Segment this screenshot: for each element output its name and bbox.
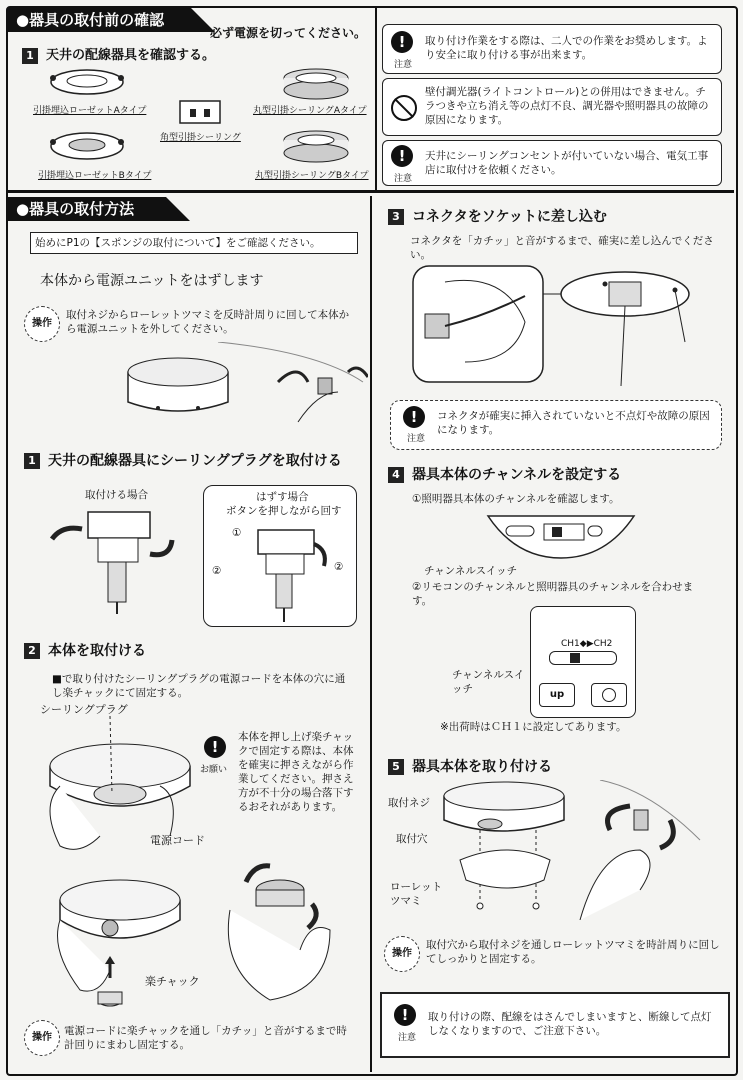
operation-badge: 操作: [24, 306, 60, 342]
step-number: 3: [388, 209, 404, 225]
up-button[interactable]: [539, 683, 575, 707]
request-text: 本体を押し上げ楽チャックで固定する際は、本体を確実に押さえながら作業してください。押さえ方が不十分の場合落下するおそれがあります。: [238, 731, 354, 813]
divider-top: [7, 190, 734, 193]
knob-label: ローレットツマミ: [390, 881, 443, 907]
intro-box: [30, 232, 358, 254]
note-text: 壁付調光器(ライトコントロール)との併用はできません。チラつきや立ち消え等の点灯不良、調光器や照明器具の故障の原因になります。: [425, 86, 709, 126]
step-title: 天井の配線器具にシーリングプラグを取付ける: [48, 453, 342, 469]
step4-a-text: ①照明器具本体のチャンネルを確認します。: [412, 493, 620, 505]
caution-label: 注意: [394, 60, 413, 70]
step-circle-2: ②: [212, 565, 222, 577]
caution-connector-box: [390, 400, 722, 450]
rosette-a-icon: [45, 66, 130, 98]
note-two-person: [382, 24, 722, 74]
note-text: 天井にシーリングコンセントが付いていない場合、電気工事店に取付けを依頼ください。: [425, 150, 709, 176]
step3-connector-heading: [388, 206, 607, 226]
plug-attach-illustration: [50, 504, 180, 614]
caution-text: 取り付けの際、配線をはさんでしまいますと、断線して点灯しなくなりますので、ご注意下さい。: [428, 1011, 712, 1037]
factory-note: ※出荷時はＣＨ１に設定してあります。: [440, 721, 627, 733]
up-label: up: [549, 689, 565, 700]
power-off-warning: 必ず電源を切ってください。: [210, 26, 367, 40]
chuck-fix-illustration: [50, 860, 350, 1020]
step-circle-1: ①: [232, 527, 242, 539]
exclamation-icon: !: [403, 406, 425, 428]
caution-label: 注意: [394, 174, 413, 184]
attach-label: 取付ける場合: [85, 489, 148, 501]
remove-unit-text: 取付ネジからローレットツマミを反時計周りに回して本体から電源ユニットを外してください。: [66, 309, 350, 335]
remote-switch-label: チャンネルスイッチ: [452, 669, 525, 695]
detach-label: はずす場合: [256, 491, 309, 503]
mount-illustration: [440, 780, 710, 920]
chuck-label: 楽チャック: [145, 975, 200, 988]
detach-box: [203, 485, 357, 627]
step-circle-2b: ②: [334, 561, 344, 573]
step-title: 天井の配線器具を確認する。: [46, 48, 216, 63]
round-ceiling-a-label: 丸型引掛シーリングAタイプ: [253, 106, 367, 116]
step1-check-heading: [22, 44, 215, 64]
rosette-b-label: 引掛埋込ローゼットBタイプ: [38, 171, 152, 181]
square-ceiling-icon: [176, 97, 224, 127]
remote-control: [530, 606, 636, 718]
caution-label: 注意: [407, 434, 426, 444]
screw-label: 取付ネジ: [388, 797, 430, 809]
divider-middle: [370, 196, 372, 1072]
step-number: 4: [388, 467, 404, 483]
section-title-preinstall: ●器具の取付前の確認: [8, 8, 191, 32]
divider-left-top: [375, 8, 377, 190]
operation-badge: 操作: [24, 1020, 60, 1056]
exclamation-icon: !: [204, 736, 226, 758]
caution-wiring-box: [380, 992, 730, 1058]
remote-channel-switch[interactable]: [549, 651, 617, 665]
step-title: コネクタをソケットに差し込む: [412, 209, 607, 225]
rosette-a-label: 引掛埋込ローゼットAタイプ: [33, 106, 147, 116]
step1-plug-heading: [24, 450, 342, 470]
round-ceiling-b-icon: [280, 128, 352, 166]
note-text: 取り付け作業をする際は、二人での作業をお奨めします。より安全に取り付ける事が出来ます。: [425, 35, 708, 61]
step4-b-text: ②リモコンのチャンネルと照明器具のチャンネルを合わせます。: [412, 581, 694, 607]
plug-detach-illustration: [244, 524, 334, 622]
step-title: 器具本体のチャンネルを設定する: [412, 467, 622, 483]
exclamation-icon: !: [394, 1004, 416, 1026]
step2-text: ■で取り付けたシーリングプラグの電源コードを本体の穴に通し楽チャックにて固定する。: [52, 673, 346, 699]
step-title: 器具本体を取り付ける: [412, 759, 552, 775]
exclamation-icon: !: [391, 31, 413, 53]
remove-unit-heading: 本体から電源ユニットをはずします: [40, 273, 264, 289]
rosette-b-icon: [45, 128, 130, 164]
step4-channel-heading: [388, 464, 621, 484]
timer-button[interactable]: [591, 683, 627, 707]
channel-switch-label: チャンネルスイッチ: [424, 565, 518, 577]
cord-label: 電源コード: [150, 834, 205, 847]
prohibited-icon: [391, 95, 417, 121]
step-title: 本体を取付ける: [48, 643, 146, 659]
step3-text: コネクタを「カチッ」と音がするまで、確実に差し込んでください。: [410, 235, 714, 261]
fixture-channel-illustration: [486, 512, 636, 562]
step-number: 1: [24, 453, 40, 469]
square-ceiling-label: 角型引掛シーリング: [160, 133, 241, 143]
remote-channel-label: CH1◆▶CH2: [561, 639, 613, 649]
caution-label: 注意: [398, 1033, 417, 1043]
step-number: 2: [24, 643, 40, 659]
plug-label: シーリングプラグ: [40, 703, 128, 716]
section-title-install: ●器具の取付方法: [8, 197, 166, 221]
step2-body-heading: [24, 640, 146, 660]
clock-icon: [602, 688, 616, 702]
request-label: お願い: [200, 765, 228, 775]
op2-text: 電源コードに楽チャックを通し「カチッ」と音がするまで時計回りにまわし固定する。: [64, 1025, 347, 1051]
switch-knob: [570, 653, 580, 663]
caution-text: コネクタが確実に挿入されていないと不点灯や故障の原因になります。: [437, 410, 710, 436]
step5-mount-heading: [388, 756, 552, 776]
note-dimmer: [382, 78, 722, 136]
detach-sublabel: ボタンを押しながら回す: [226, 505, 342, 517]
op5-text: 取付穴から取付ネジを通しローレットツマミを時計周りに回してしっかりと固定する。: [426, 939, 720, 965]
step-number: 5: [388, 759, 404, 775]
round-ceiling-a-icon: [280, 66, 352, 102]
exclamation-icon: !: [391, 145, 413, 167]
note-electrician: [382, 140, 722, 186]
hole-label: 取付穴: [396, 833, 428, 845]
round-ceiling-b-label: 丸型引掛シーリングBタイプ: [255, 171, 369, 181]
connector-illustration: [385, 262, 725, 390]
operation-badge: 操作: [384, 936, 420, 972]
step-number: 1: [22, 48, 38, 64]
power-unit-illustration: [118, 342, 368, 426]
intro-text: 始めにP1の【スポンジの取付について】をご確認ください。: [35, 237, 321, 249]
